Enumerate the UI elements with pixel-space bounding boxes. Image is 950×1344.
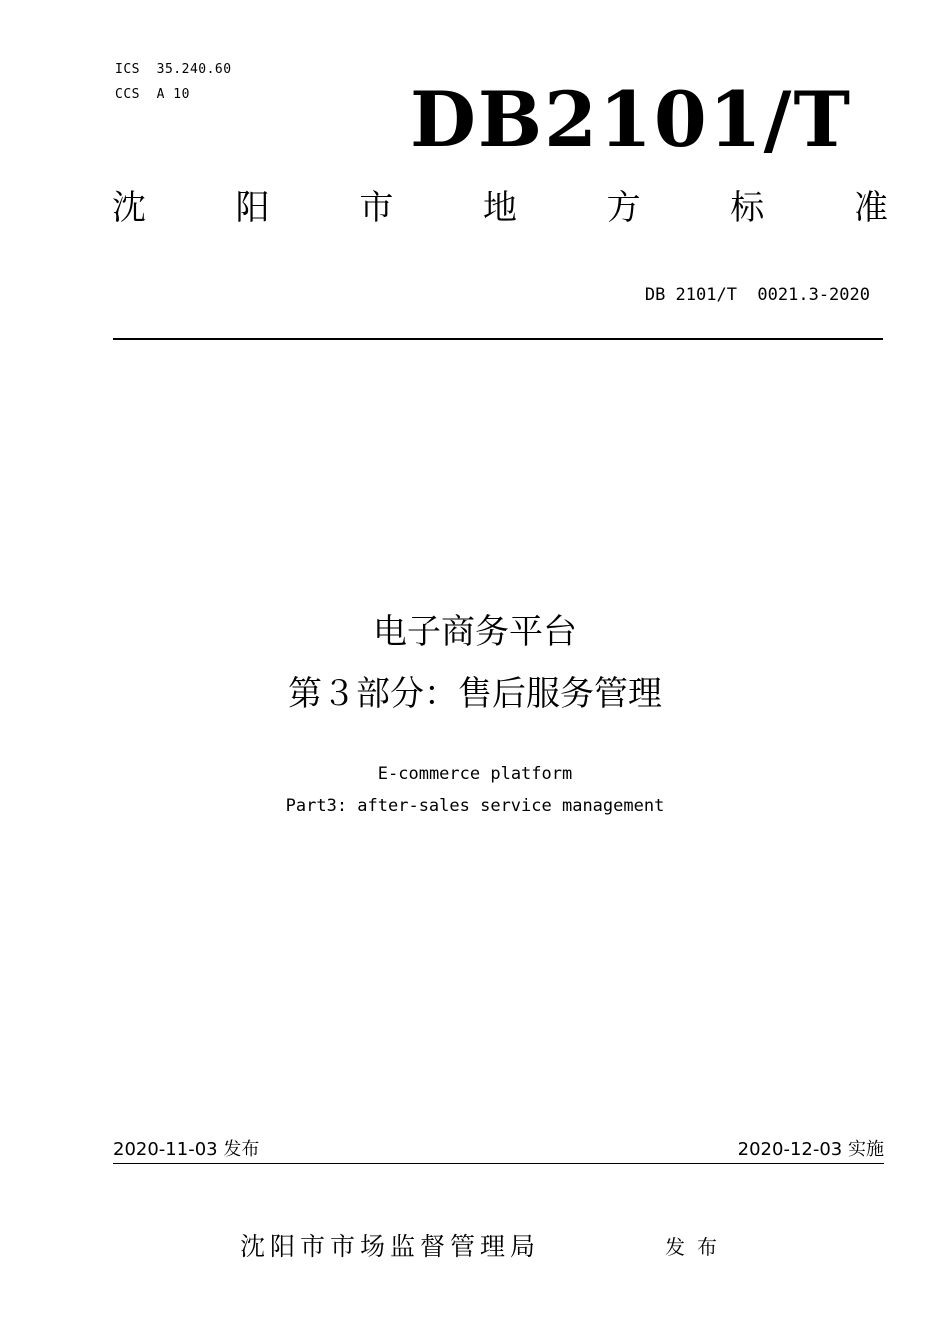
- standard-type-char: 标: [730, 188, 765, 228]
- publish-label: 发布: [665, 1235, 729, 1259]
- standard-type-char: 沈: [112, 188, 146, 228]
- top-divider: [113, 338, 883, 340]
- ccs-code: CCS A 10: [115, 87, 190, 102]
- standard-type-char: 准: [853, 188, 888, 228]
- standard-number: DB 2101/T 0021.3-2020: [644, 285, 870, 305]
- title-en-line1: E-commerce platform: [377, 764, 573, 784]
- title-en-line2: Part3: after-sales service management: [285, 796, 665, 816]
- ics-code: ICS 35.240.60: [115, 62, 232, 77]
- standard-type-heading: [112, 186, 888, 230]
- standard-type-char: 市: [359, 188, 394, 228]
- bottom-divider: [113, 1163, 884, 1164]
- title-cn-line2: 第３部分：售后服务管理: [288, 674, 662, 714]
- title-cn-line1: 电子商务平台: [373, 612, 577, 652]
- publisher-name: 沈阳市市场监督管理局: [240, 1232, 541, 1261]
- standard-type-char: 方: [606, 188, 641, 228]
- standard-type-char: 阳: [235, 188, 270, 228]
- issue-date: 2020-11-03 发布: [113, 1139, 260, 1160]
- effective-date: 2020-12-03 实施: [737, 1139, 884, 1160]
- standard-code-heading: DB2101/T: [410, 75, 852, 164]
- standard-type-char: 地: [482, 188, 517, 228]
